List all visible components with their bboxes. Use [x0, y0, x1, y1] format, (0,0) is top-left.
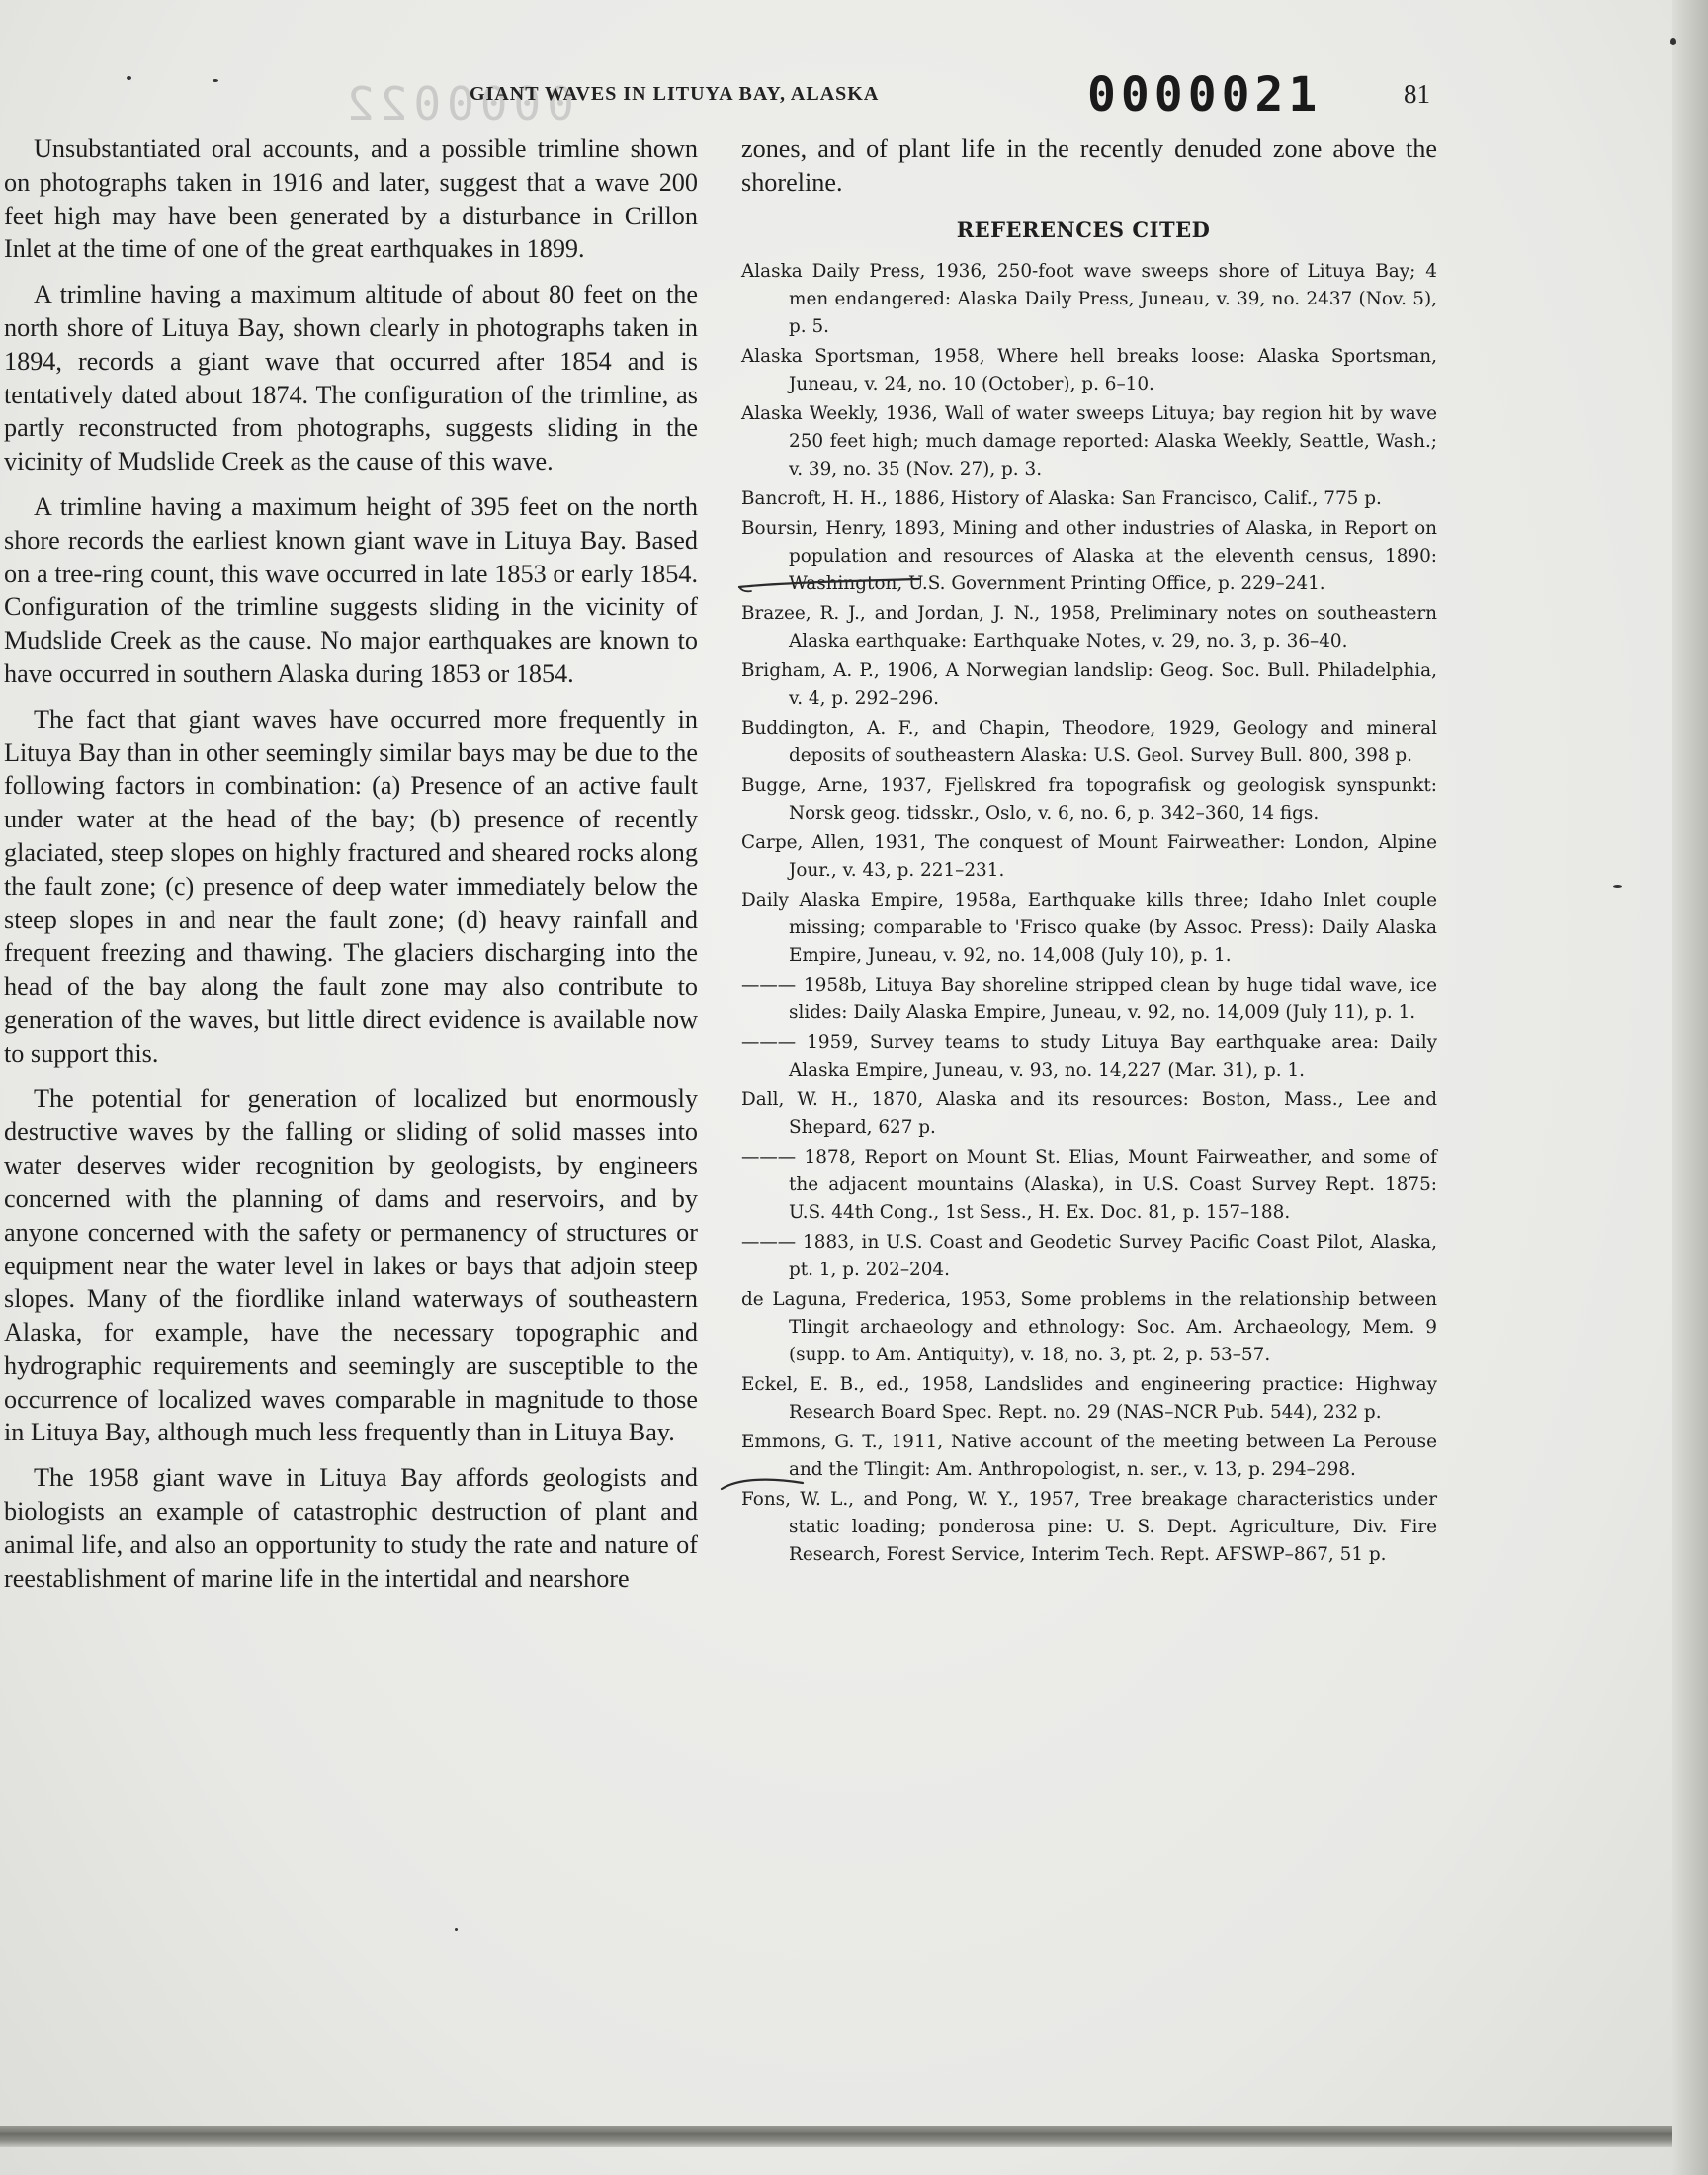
- reference-entry: de Laguna, Frederica, 1953, Some problems in the relationship between Tlingit archaeology and ethnology: Soc. Am. Archaeology, Mem. 9 (supp. to Am. Antiquity), v. 18, no. 3, pt. 2, p. 53–57.: [741, 1288, 1437, 1365]
- reference-entry: Alaska Sportsman, 1958, Where hell breaks loose: Alaska Sportsman, Juneau, v. 24, no. 10 (October), p. 6–10.: [741, 345, 1437, 394]
- reference-entry: Boursin, Henry, 1893, Mining and other industries of Alaska, in Report on population and resources of Alaska at the eleventh census, 1890: Washington, U.S. Government Printing Office, p. 229–241.: [741, 517, 1437, 594]
- reference-entry: Alaska Weekly, 1936, Wall of water sweeps Lituya; bay region hit by wave 250 feet high; much damage reported: Alaska Weekly, Seattle, Wash.; v. 39, no. 35 (Nov. 27), p. 3.: [741, 402, 1437, 479]
- reference-entry: ——— 1878, Report on Mount St. Elias, Mount Fairweather, and some of the adjacent mountains (Alaska), in U.S. Coast Survey Rept. 1875: U.S. 44th Cong., 1st Sess., H. Ex. Doc. 81, p. 157–188.: [741, 1146, 1437, 1223]
- reference-entry: Buddington, A. F., and Chapin, Theodore, 1929, Geology and mineral deposits of southeastern Alaska: U.S. Geol. Survey Bull. 800, 398 p.: [741, 717, 1437, 766]
- bleed-through-number: 0000022: [341, 77, 574, 130]
- reference-entry: Bancroft, H. H., 1886, History of Alaska: San Francisco, Calif., 775 p.: [741, 487, 1382, 509]
- page-number: 81: [1404, 79, 1430, 109]
- references-heading: REFERENCES CITED: [956, 217, 1211, 242]
- reference-entry: ——— 1959, Survey teams to study Lituya Bay earthquake area: Daily Alaska Empire, Juneau, v. 93, no. 14,227 (Mar. 31), p. 1.: [741, 1031, 1437, 1081]
- continued-paragraph: zones, and of plant life in the recently denuded zone above the shoreline.: [741, 134, 1437, 197]
- body-paragraph: Unsubstantiated oral accounts, and a possible trimline shown on photographs taken in 1916 and later, suggest that a wave 200 feet high may have been generated by a disturbance in Crillon Inlet at the time of one of the great earthquakes in 1899.: [4, 134, 698, 264]
- reference-entry: Bugge, Arne, 1937, Fjellskred fra topografisk og geologisk synspunkt: Norsk geog. tidsskr., Oslo, v. 6, no. 6, p. 342–360, 14 figs.: [741, 774, 1437, 824]
- reference-entry: Emmons, G. T., 1911, Native account of the meeting between La Perouse and the Tlingit: Am. Anthropologist, n. ser., v. 13, p. 294–298.: [741, 1431, 1437, 1480]
- left-text-column: [4, 132, 698, 1607]
- reference-entry: ——— 1958b, Lituya Bay shoreline stripped clean by huge tidal wave, ice slides: Daily Alaska Empire, Juneau, v. 92, no. 14,009 (July 11), p. 1.: [741, 974, 1437, 1023]
- body-paragraph: The potential for generation of localized but enormously destructive waves by the falling or sliding of solid masses into water deserves wider recognition by geologists, by engineers concerned with the planning of dams and reservoirs, and by anyone concerned with the safety or permanency of structures or equipment near the water level in lakes or bays that adjoin steep slopes. Many of the fiordlike inland waterways of southeastern Alaska, for example, have the necessary topographic and hydrographic requirements and seemingly are susceptible to the occurrence of localized waves comparable in magnitude to those in Lituya Bay, although much less frequently than in Lituya Bay.: [4, 1084, 698, 1447]
- reference-list: [729, 258, 1437, 1569]
- scan-speck: [1670, 38, 1676, 45]
- reference-entry: Brazee, R. J., and Jordan, J. N., 1958, Preliminary notes on southeastern Alaska earthquake: Earthquake Notes, v. 29, no. 3, p. 36–40.: [741, 602, 1437, 652]
- reference-entry: Carpe, Allen, 1931, The conquest of Mount Fairweather: London, Alpine Jour., v. 43, p. 221–231.: [741, 831, 1437, 881]
- body-paragraph: The 1958 giant wave in Lituya Bay affords geologists and biologists an example of catastrophic destruction of plant and animal life, and also an opportunity to study the rate and nature of reestablishment of marine life in the intertidal and nearshore: [4, 1463, 698, 1593]
- reference-entry: Alaska Daily Press, 1936, 250-foot wave sweeps shore of Lituya Bay; 4 men endangered: Alaska Daily Press, Juneau, v. 39, no. 2437 (Nov. 5), p. 5.: [741, 260, 1437, 337]
- reference-entry: Fons, W. L., and Pong, W. Y., 1957, Tree breakage characteristics under static loading; ponderosa pine: U. S. Dept. Agriculture, Div. Fire Research, Forest Service, Interim Tech. Rept. AFSWP–867, 51 p.: [741, 1488, 1437, 1565]
- page-right-edge-shadow: [1672, 0, 1708, 2175]
- stamped-document-number: 0000021: [1087, 67, 1323, 123]
- pen-curve-mark: [718, 1471, 807, 1501]
- reference-entry: Eckel, E. B., ed., 1958, Landslides and engineering practice: Highway Research Board Spec. Rept. no. 29 (NAS–NCR Pub. 544), 232 p.: [741, 1373, 1437, 1423]
- reference-entry: ——— 1883, in U.S. Coast and Geodetic Survey Pacific Coast Pilot, Alaska, pt. 1, p. 202–204.: [741, 1231, 1437, 1280]
- scan-speck: [213, 79, 218, 82]
- scan-speck: [127, 76, 131, 80]
- page-bottom-scan-strip: [0, 2126, 1672, 2147]
- body-paragraph: The fact that giant waves have occurred more frequently in Lituya Bay than in other seemingly similar bays may be due to the following factors in combination: (a) Presence of an active fault under water at the head of the bay; (b) presence of recently glaciated, steep slopes on highly fractured and sheared rocks along the fault zone; (c) presence of deep water immediately below the steep slopes in and near the fault zone; (d) heavy rainfall and frequent freezing and thawing. The glaciers discharging into the head of the bay along the fault zone may also contribute to generation of the waves, but little direct evidence is available now to support this.: [4, 704, 698, 1068]
- running-head-title: GIANT WAVES IN LITUYA BAY, ALASKA: [470, 83, 880, 105]
- pen-underline-mark: [735, 571, 923, 595]
- right-text-column: [729, 132, 1437, 1571]
- reference-entry: Brigham, A. P., 1906, A Norwegian landslip: Geog. Soc. Bull. Philadelphia, v. 4, p. 292–296.: [741, 659, 1437, 709]
- body-paragraph: A trimline having a maximum height of 395 feet on the north shore records the earliest known giant wave in Lituya Bay. Based on a tree-ring count, this wave occurred in late 1853 or early 1854. Configuration of the trimline suggests sliding in the vicinity of Mudslide Creek as the cause. No major earthquakes are known to have occurred in southern Alaska during 1853 or 1854.: [4, 491, 698, 688]
- reference-entry: Daily Alaska Empire, 1958a, Earthquake kills three; Idaho Inlet couple missing; comparable to 'Frisco quake (by Assoc. Press): Daily Alaska Empire, Juneau, v. 92, no. 14,008 (July 10), p. 1.: [741, 889, 1437, 966]
- body-paragraph: A trimline having a maximum altitude of about 80 feet on the north shore of Lituya Bay, shown clearly in photographs taken in 1894, records a giant wave that occurred after 1854 and is tentatively dated about 1874. The configuration of the trimline, as partly reconstructed from photographs, suggests sliding in the vicinity of Mudslide Creek as the cause of this wave.: [4, 280, 698, 477]
- reference-entry: Dall, W. H., 1870, Alaska and its resources: Boston, Mass., Lee and Shepard, 627 p.: [741, 1088, 1437, 1138]
- scan-speck: [1613, 885, 1622, 888]
- scan-speck: [455, 1928, 458, 1931]
